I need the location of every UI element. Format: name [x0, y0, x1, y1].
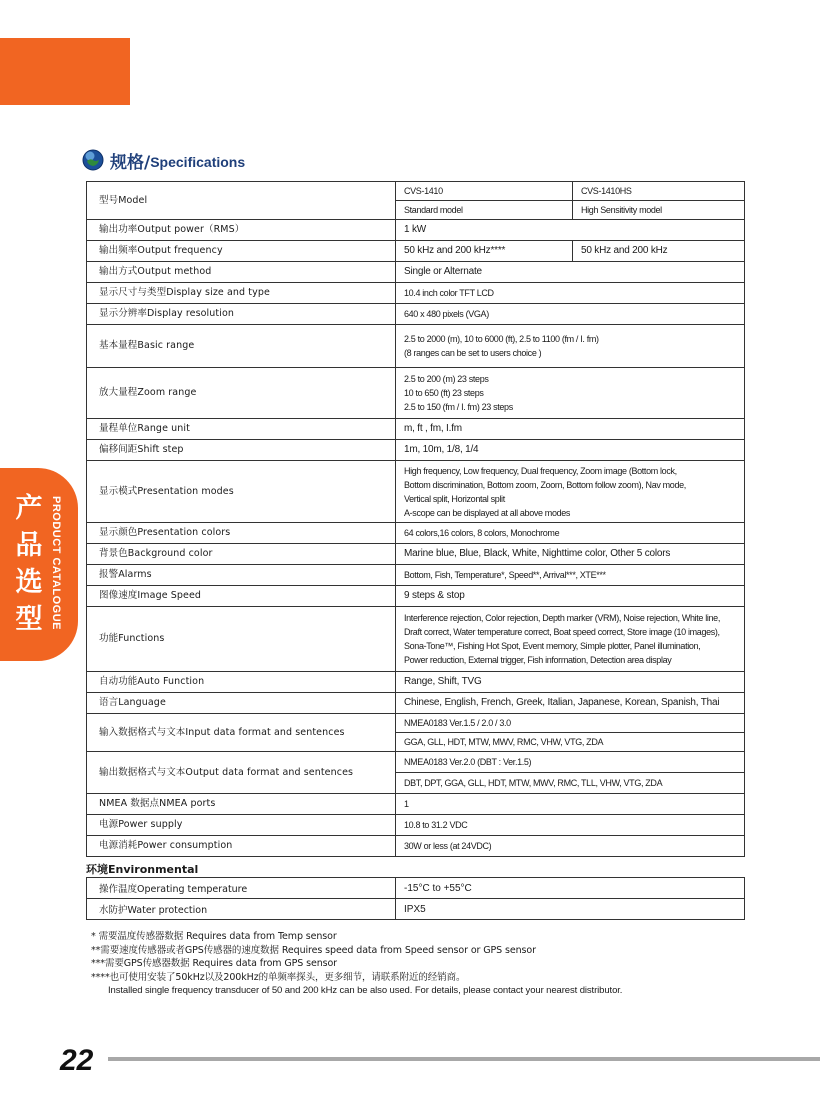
row-label: 输入数据格式与文本Input data format and sentences [87, 714, 396, 752]
row-value [396, 607, 745, 672]
row-value [396, 325, 745, 368]
table-row [87, 440, 745, 461]
row-value: 1 kW [396, 220, 745, 241]
footnote: **需要速度传感器或者GPS传感器的速度数据 Requires speed data from Speed sensor or GPS sensor [91, 944, 536, 956]
section-heading [82, 147, 245, 173]
table-row [87, 836, 745, 857]
side-tab-char: 产 [15, 493, 43, 524]
page-number: 22 [60, 1044, 94, 1077]
side-tab-char: 选 [15, 567, 43, 598]
row-value: m, ft , fm, I.fm [396, 419, 745, 440]
side-tab-chinese [14, 490, 44, 638]
row-label: 图像速度Image Speed [87, 586, 396, 607]
row-label: 显示尺寸与类型Display size and type [87, 283, 396, 304]
table-row [87, 262, 745, 283]
environmental-table [86, 877, 745, 920]
row-label: 量程单位Range unit [87, 419, 396, 440]
table-row [87, 899, 745, 920]
environmental-title: 环境Environmental [86, 863, 199, 876]
table-row [87, 241, 745, 262]
table-row [87, 523, 745, 544]
row-value: 1m, 10m, 1/8, 1/4 [396, 440, 745, 461]
table-row [87, 283, 745, 304]
row-value-sentences: GGA, GLL, HDT, MTW, MWV, RMC, VHW, VTG, ZDA [396, 733, 745, 752]
row-label: 显示颜色Presentation colors [87, 523, 396, 544]
value-line: High frequency, Low frequency, Dual frequency, Zoom image (Bottom lock, [404, 465, 677, 476]
table-row [87, 693, 745, 714]
row-value: 10.4 inch color TFT LCD [396, 283, 745, 304]
globe-icon [82, 149, 104, 171]
value-line: (8 ranges can be set to users choice ) [404, 348, 542, 358]
corner-accent-block [0, 38, 130, 105]
row-value: IPX5 [396, 899, 745, 920]
table-row [87, 714, 745, 733]
row-value: 9 steps & stop [396, 586, 745, 607]
value-line: A-scope can be displayed at all above modes [404, 507, 571, 518]
row-label: 输出功率Output power（RMS） [87, 220, 396, 241]
row-value: 30W or less (at 24VDC) [396, 836, 745, 857]
footnote: Installed single frequency transducer of 50 and 200 kHz can be also used. For details, please contact your nearest distributor. [108, 985, 623, 996]
row-label: 输出数据格式与文本Output data format and sentences [87, 752, 396, 794]
footnote: * 需要温度传感器数据 Requires data from Temp sensor [91, 931, 337, 942]
row-value [396, 461, 745, 523]
table-row [87, 368, 745, 419]
footnotes [91, 930, 622, 998]
row-label: 显示模式Presentation modes [87, 461, 396, 523]
table-row [87, 878, 745, 899]
row-value: 50 kHz and 200 kHz**** [396, 241, 573, 262]
row-label: 语言Language [87, 693, 396, 714]
value-line: Sona-Tone™, Fishing Hot Spot, Event memory, Simple plotter, Panel illumination, [404, 641, 701, 651]
row-label: 偏移间距Shift step [87, 440, 396, 461]
value-line: 10 to 650 (ft) 23 steps [404, 388, 484, 398]
row-value: 10.8 to 31.2 VDC [396, 815, 745, 836]
row-label: 电源消耗Power consumption [87, 836, 396, 857]
row-label: 电源Power supply [87, 815, 396, 836]
table-row [87, 586, 745, 607]
row-label: 基本量程Basic range [87, 325, 396, 368]
row-label: 操作温度Operating temperature [87, 878, 396, 899]
row-label: 显示分辨率Display resolution [87, 304, 396, 325]
row-value: Marine blue, Blue, Black, White, Nighttime color, Other 5 colors [396, 544, 745, 565]
row-value: Chinese, English, French, Greek, Italian, Japanese, Korean, Spanish, Thai [396, 693, 745, 714]
specifications-table [86, 181, 745, 857]
row-label: 背景色Background color [87, 544, 396, 565]
row-label: 自动功能Auto Function [87, 672, 396, 693]
row-value [396, 368, 745, 419]
row-value: Bottom, Fish, Temperature*, Speed**, Arrival***, XTE*** [396, 565, 745, 586]
table-row [87, 607, 745, 672]
model-name-standard: CVS-1410 [396, 182, 573, 201]
model-desc-hs: High Sensitivity model [573, 201, 745, 220]
side-tab-char: 型 [15, 604, 43, 635]
footnote: ****也可使用安装了50kHz以及200kHz的单频率探头，更多细节，请联系附近的经销商。 [91, 971, 466, 983]
model-name-hs: CVS-1410HS [573, 182, 745, 201]
value-line: Bottom discrimination, Bottom zoom, Zoom, Bottom follow zoom), Nav mode, [404, 479, 686, 490]
row-label: 输出方式Output method [87, 262, 396, 283]
value-line: Vertical split, Horizontal split [404, 493, 505, 504]
heading-english: Specifications [150, 153, 246, 170]
table-row [87, 565, 745, 586]
value-line: 2.5 to 2000 (m), 10 to 6000 (ft), 2.5 to 1100 (fm / I. fm) [404, 334, 599, 344]
table-row [87, 672, 745, 693]
row-value: 64 colors,16 colors, 8 colors, Monochrome [396, 523, 745, 544]
table-row [87, 794, 745, 815]
table-row [87, 752, 745, 773]
value-line: Interference rejection, Color rejection, Depth marker (VRM), Noise rejection, White line, [404, 613, 720, 623]
row-value: 640 x 480 pixels (VGA) [396, 304, 745, 325]
row-value-sentences: DBT, DPT, GGA, GLL, HDT, MTW, MWV, RMC, TLL, VHW, VTG, ZDA [396, 773, 745, 794]
table-row [87, 419, 745, 440]
table-row [87, 182, 745, 201]
row-label: NMEA 数据点NMEA ports [87, 794, 396, 815]
footnote: ***需要GPS传感器数据 Requires data from GPS sensor [91, 958, 337, 969]
heading-chinese: 规格/ [110, 152, 151, 173]
value-line: 2.5 to 200 (m) 23 steps [404, 374, 489, 384]
row-value: Range, Shift, TVG [396, 672, 745, 693]
row-label: 型号Model [87, 182, 396, 220]
side-tab-char: 品 [15, 530, 43, 561]
table-row [87, 544, 745, 565]
table-row [87, 325, 745, 368]
side-tab-english: PRODUCT CATALOGUE [50, 496, 62, 630]
row-value-hs: 50 kHz and 200 kHz [573, 241, 745, 262]
row-value: NMEA0183 Ver.2.0 (DBT : Ver.1.5) [396, 752, 745, 773]
row-label: 水防护Water protection [87, 899, 396, 920]
table-row [87, 220, 745, 241]
value-line: Power reduction, External trigger, Fish information, Detection area display [404, 655, 672, 665]
value-line: 2.5 to 150 (fm / I. fm) 23 steps [404, 402, 513, 412]
row-label: 功能Functions [87, 607, 396, 672]
row-value: -15°C to +55°C [396, 878, 745, 899]
footer-rule [108, 1057, 820, 1061]
value-line: Draft correct, Water temperature correct, Boat speed correct, Store image (10 images), [404, 627, 720, 637]
row-label: 输出频率Output frequency [87, 241, 396, 262]
row-label: 放大量程Zoom range [87, 368, 396, 419]
row-value: 1 [396, 794, 745, 815]
row-label: 报警Alarms [87, 565, 396, 586]
table-row [87, 304, 745, 325]
row-value: Single or Alternate [396, 262, 745, 283]
product-catalogue-tab [0, 468, 78, 661]
model-desc-standard: Standard model [396, 201, 573, 220]
row-value: NMEA0183 Ver.1.5 / 2.0 / 3.0 [396, 714, 745, 733]
table-row [87, 461, 745, 523]
table-row [87, 815, 745, 836]
